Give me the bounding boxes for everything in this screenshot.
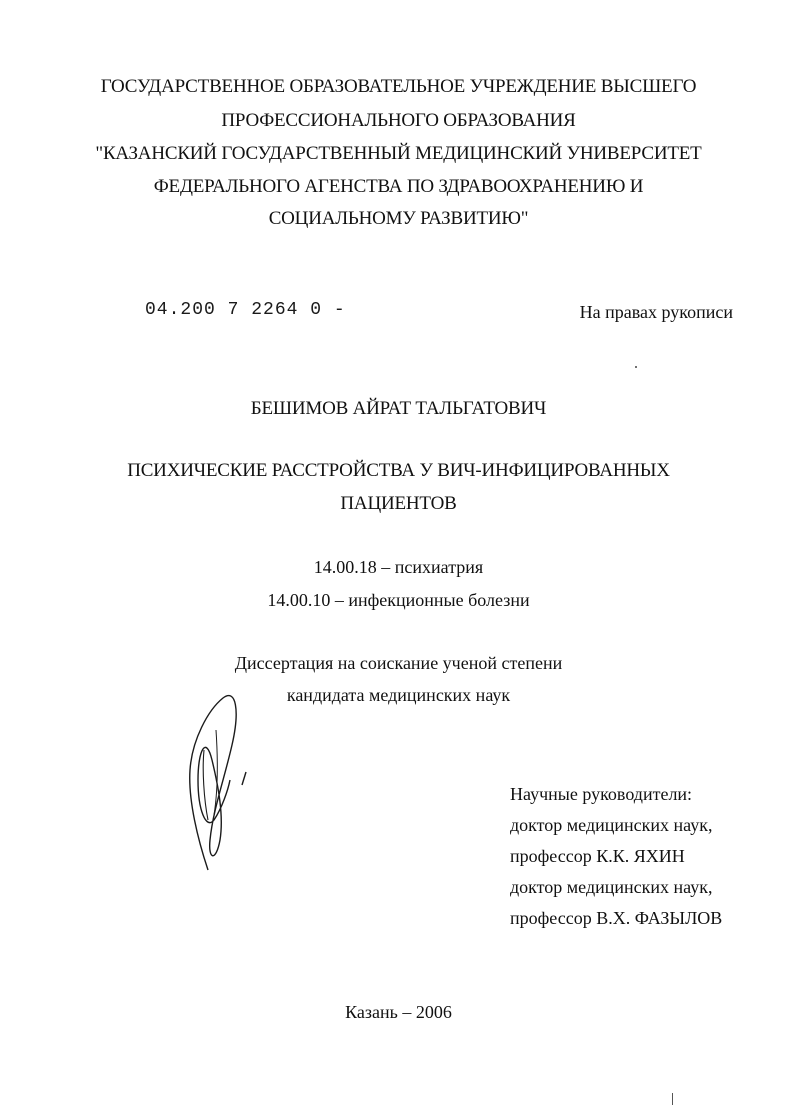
scientific-advisors xyxy=(510,779,722,934)
rights-note: На правах рукописи xyxy=(579,302,733,322)
specialty-1: 14.00.18 – психиатрия xyxy=(313,557,484,577)
advisor-2-name: профессор В.Х. ФАЗЫЛОВ xyxy=(510,908,723,928)
advisor-2-degree: доктор медицинских наук, xyxy=(510,877,713,897)
thesis-title-line-1: ПСИХИЧЕСКИЕ РАССТРОЙСТВА У ВИЧ-ИНФИЦИРОВАННЫХ xyxy=(127,460,670,481)
scan-dot xyxy=(635,366,637,368)
header-line-3: "КАЗАНСКИЙ ГОСУДАРСТВЕННЫЙ МЕДИЦИНСКИЙ УНИВЕРСИТЕТ xyxy=(95,143,702,164)
header-line-1: ГОСУДАРСТВЕННОЕ ОБРАЗОВАТЕЛЬНОЕ УЧРЕЖДЕНИЕ ВЫСШЕГО xyxy=(100,76,697,97)
advisor-1-degree: доктор медицинских наук, xyxy=(510,815,713,835)
header-line-2: ПРОФЕССИОНАЛЬНОГО ОБРАЗОВАНИЯ xyxy=(221,110,576,131)
specialty-2: 14.00.10 – инфекционные болезни xyxy=(267,590,530,610)
handwritten-signature xyxy=(168,690,263,885)
advisors-heading: Научные руководители: xyxy=(510,784,693,804)
registration-stamp: 04.200 7 2264 0 - xyxy=(145,300,346,320)
dissertation-line-2: кандидата медицинских наук xyxy=(286,685,511,705)
thesis-title-line-2: ПАЦИЕНТОВ xyxy=(340,493,457,514)
header-line-5: СОЦИАЛЬНОМУ РАЗВИТИЮ" xyxy=(268,208,529,229)
scan-mark xyxy=(672,1093,673,1105)
header-line-4: ФЕДЕРАЛЬНОГО АГЕНСТВА ПО ЗДРАВООХРАНЕНИЮ И xyxy=(153,176,644,197)
dissertation-line-1: Диссертация на соискание ученой степени xyxy=(234,653,563,673)
city-year: Казань – 2006 xyxy=(345,1002,452,1022)
advisor-1-name: профессор К.К. ЯХИН xyxy=(510,846,685,866)
author-name: БЕШИМОВ АЙРАТ ТАЛЬГАТОВИЧ xyxy=(250,398,547,419)
